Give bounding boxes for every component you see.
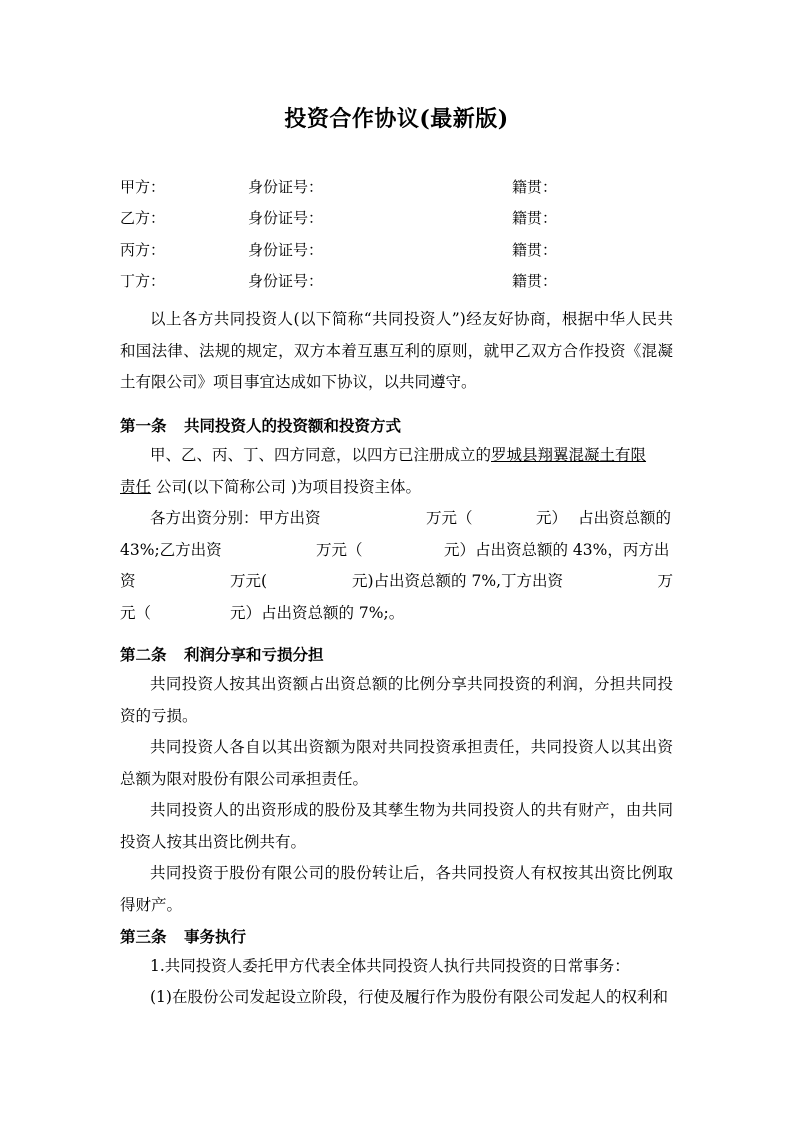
text-run: 万元（ <box>316 540 363 559</box>
party-row <box>120 176 680 200</box>
text-run: 公司(以下简称公司 <box>155 477 287 496</box>
text-run: )为项目投资主体。 <box>290 477 422 496</box>
company-name: 罗城县翔翼混凝土有限 <box>491 446 647 464</box>
article-1-paragraph-1 <box>120 440 673 503</box>
party-label: 丙方： <box>120 241 166 259</box>
text-run: 元)占出资总额的 7%,丁方出资 <box>352 572 563 590</box>
native-place-label: 籍贯： <box>512 272 558 290</box>
native-place-label: 籍贯： <box>512 241 558 259</box>
article-2-paragraph-2: 共同投资人各自以其出资额为限对共同投资承担责任，共同投资人以其出资总额为限对股份有限公司承担责任。 <box>120 738 673 788</box>
text-run: 各方出资分别：甲方出资 <box>150 509 321 527</box>
text-run: 元（ <box>120 603 152 622</box>
text-run: 甲、乙、丙、丁、四方同意，以四方已注册成立的 <box>150 446 492 464</box>
text-run: 元）占出资总额的 43%，丙方出 <box>444 540 670 559</box>
text-run: 资 <box>120 572 136 590</box>
article-2-paragraph-3: 共同投资人的出资形成的股份及其孳生物为共同投资人的共有财产，由共同投资人按其出资比例共有。 <box>120 801 673 851</box>
id-number-label: 身份证号： <box>248 178 324 196</box>
article-number: 第一条 <box>120 416 167 435</box>
party-row <box>120 270 680 294</box>
text-run: 元） <box>536 509 568 527</box>
text-run: 元）占出资总额的 7%;。 <box>230 603 405 622</box>
article-number: 第二条 <box>120 645 167 664</box>
text-run: 万元（ <box>426 509 473 527</box>
article-2-paragraph-4: 共同投资于股份有限公司的股份转让后，各共同投资人有权按其出资比例取得财产。 <box>120 864 673 914</box>
id-number-label: 身份证号： <box>248 241 324 259</box>
article-3-paragraph-2: (1)在股份公司发起设立阶段，行使及履行作为股份有限公司发起人的权利和 <box>150 988 668 1006</box>
intro-paragraph: 以上各方共同投资人(以下简称“共同投资人”)经友好协商，根据中华人民共和国法律、法规的规定，双方本着互惠互利的原则，就甲乙双方合作投资《混凝土有限公司》项目事宜达成如下协议，以共同遵守。 <box>120 310 673 391</box>
document-title: 投资合作协议(最新版) <box>284 106 509 132</box>
text-run: 万元( <box>230 572 268 590</box>
text-run: 万 <box>657 572 673 590</box>
party-label: 甲方： <box>120 178 166 196</box>
id-number-label: 身份证号： <box>248 209 324 227</box>
article-3-heading <box>120 925 673 947</box>
article-number: 第三条 <box>120 927 167 946</box>
id-number-label: 身份证号： <box>248 272 324 290</box>
article-1-paragraph-2 <box>120 503 673 629</box>
party-label: 丁方： <box>120 272 166 290</box>
article-2-paragraph-1: 共同投资人按其出资额占出资总额的比例分享共同投资的利润，分担共同投资的亏损。 <box>120 675 673 725</box>
article-1-heading <box>120 414 673 436</box>
party-row <box>120 207 680 231</box>
article-2-heading <box>120 643 673 665</box>
article-3-paragraph-1: 1.共同投资人委托甲方代表全体共同投资人执行共同投资的日常事务： <box>150 957 630 975</box>
article-title: 共同投资人的投资额和投资方式 <box>184 416 402 435</box>
text-run: 43%;乙方出资 <box>120 540 222 559</box>
native-place-label: 籍贯： <box>512 178 558 196</box>
article-title: 事务执行 <box>184 927 247 946</box>
text-run: 占出资总额的 <box>578 509 672 527</box>
native-place-label: 籍贯： <box>512 209 558 227</box>
article-title: 利润分享和亏损分担 <box>184 645 324 664</box>
party-row <box>120 239 680 263</box>
company-name-cont: 责任 <box>120 477 152 496</box>
party-label: 乙方： <box>120 209 166 227</box>
